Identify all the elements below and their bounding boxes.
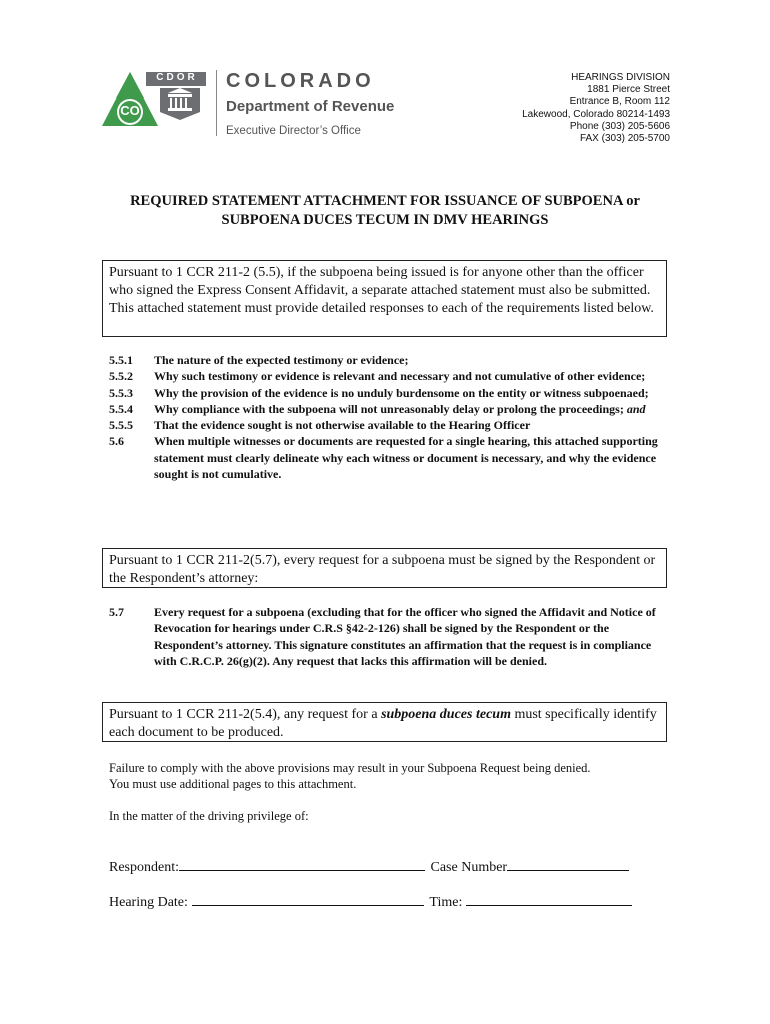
respondent-row [109,857,629,876]
list-item [109,385,669,401]
case-number-label: Case Number [430,860,508,875]
rule-box-5-5: Pursuant to 1 CCR 211-2 (5.5), if the subpoena being issued is for anyone other than the officer who signed the Express Consent Affidavit, a separate attached statement must also be submitted. This attached statement must provide detailed responses to each of the requirements listed below. [102,260,667,337]
title-line-1: REQUIRED STATEMENT ATTACHMENT FOR ISSUANCE OF SUBPOENA or [130,193,640,209]
item-number: 5.7 [109,605,124,619]
box3-emphasis: subpoena duces tecum [381,707,511,722]
requirements-list [109,352,669,482]
case-number-field[interactable] [507,857,629,871]
box3-text-before: Pursuant to 1 CCR 211-2(5.4), any request for a [109,707,382,722]
driving-privilege-label: In the matter of the driving privilege of: [109,809,309,823]
logo-seal-text: CO [120,103,140,118]
address-line: Entrance B, Room 112 [569,96,670,108]
address-line: FAX (303) 205-5700 [579,133,670,145]
list-item [109,604,669,669]
title-line-2: SUBPOENA DUCES TECUM IN DMV HEARINGS [221,212,549,228]
item-text: When multiple witnesses or documents are requested for a single hearing, this attached supporting statement must clearly delineate why each witness or document is necessary, and why the evidence sought is not cumulative. [154,434,658,482]
item-text: Why the provision of the evidence is no unduly burdensome on the entity or witness subpoenaed; [154,385,649,400]
list-item [109,417,669,433]
hearing-date-label: Hearing Date: [109,895,188,910]
rule-box-5-7: Pursuant to 1 CCR 211-2(5.7), every request for a subpoena must be signed by the Respondent or the Respondent’s attorney: [102,548,667,588]
list-item [109,401,669,417]
address-line: HEARINGS DIVISION [571,72,670,83]
time-label: Time: [429,895,463,910]
requirement-5-7 [109,604,669,669]
box3-text-after: must specifically identify each document to be produced. [109,707,657,740]
item-number: 5.5.4 [109,401,133,416]
item-number: 5.5.1 [109,353,133,367]
item-text-main: Why compliance with the subpoena will not unreasonably delay or prolong the proceedings; [154,401,627,416]
item-number: 5.6 [109,434,124,449]
item-text: Why such testimony or evidence is relevant and necessary and not cumulative of other evidence; [154,369,646,384]
time-field[interactable] [466,892,632,906]
list-item [109,433,669,482]
hearings-address [522,72,670,145]
address-line: 1881 Pierce Street [587,84,670,96]
failure-line-1: Failure to comply with the above provisions may result in your Subpoena Request being denied. [109,761,591,775]
logo-wordmark: COLORADO [226,70,375,92]
rule-box-5-4 [102,702,667,742]
logo-badge-text: CDOR [156,72,198,83]
list-item [109,368,669,384]
address-line: Lakewood, Colorado 80214-1493 [522,108,670,120]
item-text: Every request for a subpoena (excluding that for the officer who signed the Affidavit and Notice of Revocation for hearings under C.R.S §42-2-126) shall be signed by the Respondent or the Respondent’s attorney. This signature constitutes an affirmation that the request is in compliance with C.R.C.P. 26(g)(2). Any request that lacks this affirmation will be denied. [154,605,656,668]
list-item [109,352,669,368]
item-text: That the evidence sought is not otherwise available to the Hearing Officer [154,418,531,433]
address-line: Phone (303) 205-5606 [569,120,670,132]
hearing-date-field[interactable] [192,892,424,906]
item-number: 5.5.3 [109,385,133,400]
item-text-italic: and [626,401,646,416]
respondent-label: Respondent: [109,860,179,875]
item-text: The nature of the expected testimony or evidence; [154,353,409,367]
hearing-date-row [109,892,632,911]
failure-line-2: You must use additional pages to this attachment. [109,777,357,791]
failure-notice [109,760,669,792]
logo-department: Department of Revenue [226,98,395,115]
item-text [154,401,669,417]
document-title [60,192,710,230]
logo-office: Executive Director’s Office [226,125,361,137]
item-number: 5.5.2 [109,369,133,384]
item-number: 5.5.5 [109,418,133,433]
logo-divider [216,70,217,136]
respondent-field[interactable] [179,857,425,871]
